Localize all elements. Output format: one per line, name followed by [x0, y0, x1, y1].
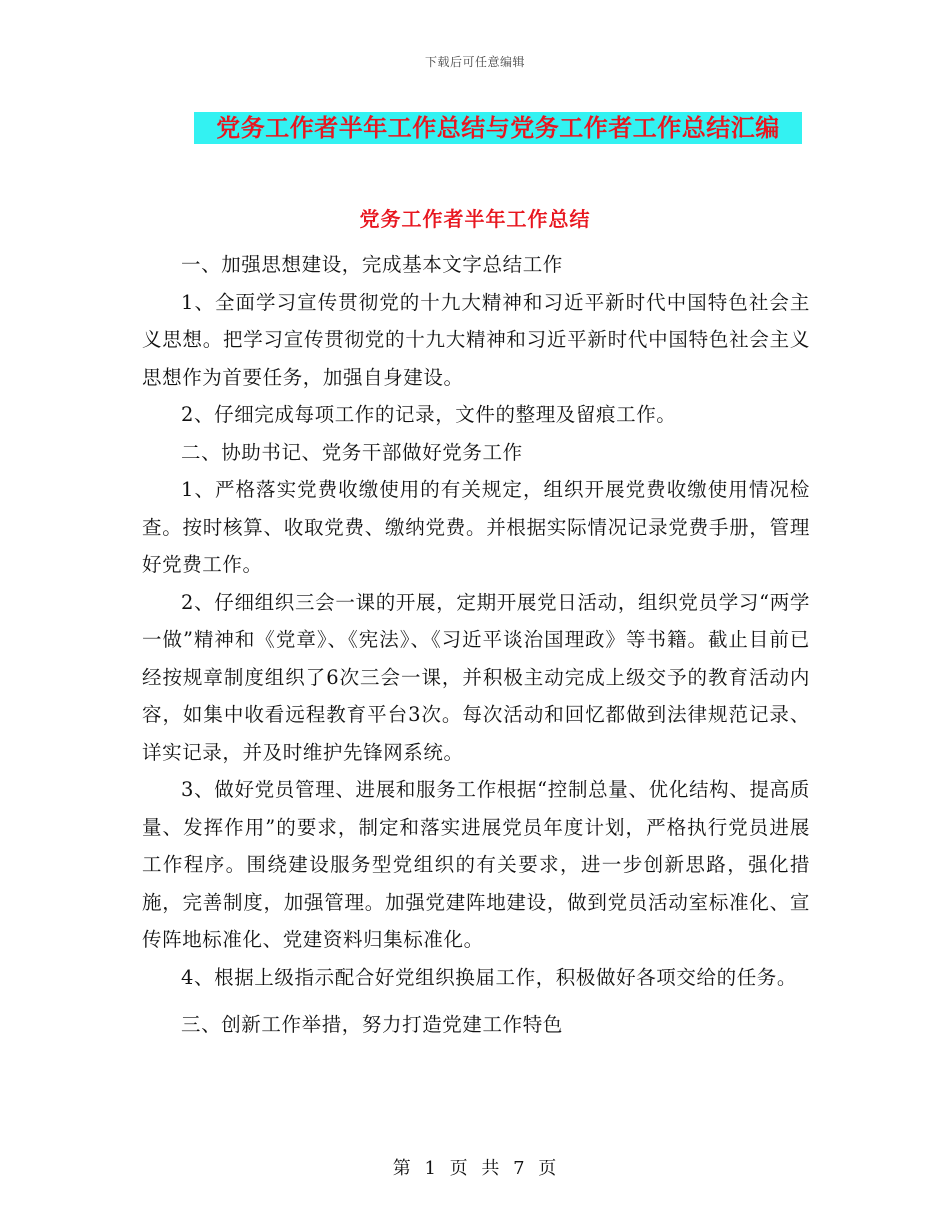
section-title: 党务工作者半年工作总结: [359, 207, 591, 231]
page-number: 第 1 页 共 7 页: [392, 1158, 558, 1179]
document-title: 党务工作者半年工作总结与党务工作者工作总结汇编: [194, 112, 802, 144]
paragraph: 1、全面学习宣传贯彻党的十九大精神和习近平新时代中国特色社会主义思想。把学习宣传贯彻党的十九大精神和习近平新时代中国特色社会主义思想作为首要任务，加强自身建设。: [142, 290, 810, 389]
body-text: [142, 246, 810, 1044]
header-note: 下载后可任意编辑: [424, 55, 525, 69]
heading-1: 一、加强思想建设，完成基本文字总结工作: [181, 253, 563, 276]
paragraph: 1、严格落实党费收缴使用的有关规定，组织开展党费收缴使用情况检查。按时核算、收取党费、缴纳党费。并根据实际情况记录党费手册，管理好党费工作。: [142, 478, 810, 576]
paragraph: 2、仔细完成每项工作的记录，文件的整理及留痕工作。: [181, 403, 677, 426]
paragraph: 3、做好党员管理、进展和服务工作根据“控制总量、优化结构、提高质量、发挥作用”的要求，制定和落实进展党员年度计划，严格执行党员进展工作程序。围绕建设服务型党组织的有关要求，进一步创新思路，强化措施，完善制度，加强管理。加强党建阵地建设，做到党员活动室标准化、宣传阵地标准化、党建资料归集标准化。: [142, 778, 810, 951]
paragraph: 2、仔细组织三会一课的开展，定期开展党日活动，组织党员学习“两学一做”精神和《党章》、《宪法》、《习近平谈治国理政》等书籍。截止目前已经按规章制度组织了6次三会一课，并积极主动完成上级交予的教育活动内容，如集中收看远程教育平台3次。每次活动和回忆都做到法律规范记录、详实记录，并及时维护先锋网系统。: [142, 590, 810, 764]
paragraph: 4、根据上级指示配合好党组织换届工作，积极做好各项交给的任务。: [181, 965, 798, 989]
heading-2: 二、协助书记、党务干部做好党务工作: [181, 440, 523, 464]
heading-3: 三、创新工作举措，努力打造党建工作特色: [181, 1013, 563, 1036]
